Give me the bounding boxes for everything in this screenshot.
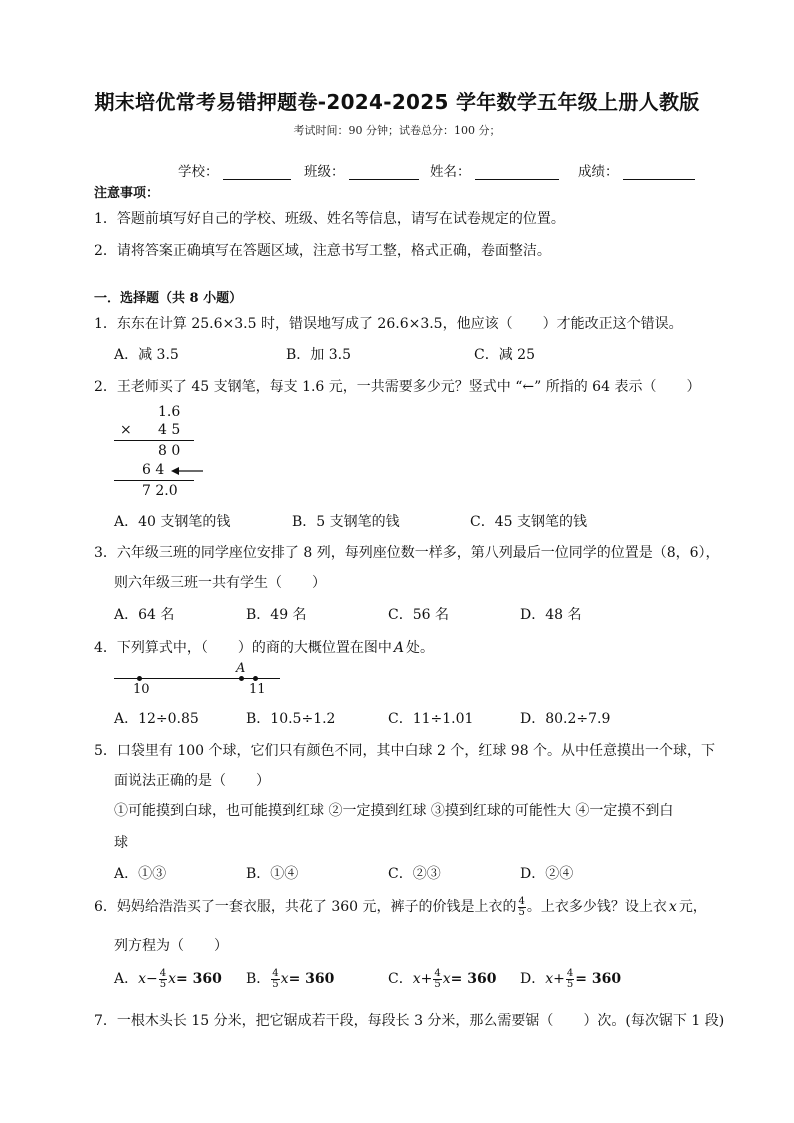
q5-option-d[interactable]: D．②④ bbox=[520, 866, 574, 882]
point-a bbox=[239, 676, 244, 681]
q1-stem: 1．东东在计算 25.6×3.5 时，错误地写成了 26.6×3.5，他应该（ bbox=[94, 316, 513, 332]
q4-stem-var: A bbox=[393, 640, 405, 656]
q1-option-c[interactable]: C．减 25 bbox=[474, 347, 535, 363]
q5-option-b[interactable]: B．①④ bbox=[246, 866, 299, 882]
q4-option-a[interactable]: A．12÷0.85 bbox=[114, 711, 199, 727]
q6-d-rhs: = 360 bbox=[575, 971, 622, 987]
point-a-label: A bbox=[236, 661, 246, 676]
q6-c-x1: x bbox=[412, 971, 421, 987]
q4-option-c[interactable]: C．11÷1.01 bbox=[388, 711, 474, 727]
q6-b-frac-den: 5 bbox=[272, 978, 279, 990]
q2-calc-row-5: 7 2.0 bbox=[142, 483, 178, 499]
q2-calc-row-1: 1.6 bbox=[158, 404, 181, 420]
tick-10-label: 10 bbox=[133, 682, 150, 697]
q2-calc-line-2 bbox=[114, 480, 194, 481]
school-field[interactable] bbox=[178, 160, 291, 180]
q6-stem-line-2: 列方程为（ bbox=[114, 938, 184, 954]
score-blank[interactable] bbox=[623, 165, 695, 180]
q3-stem-line-2: 则六年级三班一共有学生（ bbox=[114, 575, 282, 591]
question-4 bbox=[94, 637, 434, 657]
q3-option-c[interactable]: C．56 名 bbox=[388, 607, 449, 623]
q6-a-x1: x bbox=[138, 971, 147, 987]
q2-calc-line-1 bbox=[114, 440, 194, 441]
question-2 bbox=[94, 376, 700, 396]
q6-stem-line-2-tail: ） bbox=[214, 938, 228, 954]
question-5 bbox=[114, 770, 270, 790]
q3-stem-line-1: 3．六年级三班的同学座位安排了 8 列，每列座位数一样多，第八列最后一位同学的位置是（8，6）， bbox=[94, 545, 720, 561]
q6-c-x2: x bbox=[442, 971, 451, 987]
q7-stem: 7．一根木头长 15 分米，把它锯成若干段，每段长 3 分米，那么需要锯（ bbox=[94, 1013, 554, 1029]
q3-option-a[interactable]: A．64 名 bbox=[114, 607, 175, 623]
q7-stem-tail: ）次。(每次锯下 1 段) bbox=[583, 1013, 725, 1029]
q2-calc-operator: × bbox=[120, 422, 132, 438]
q5-option-a[interactable]: A．①③ bbox=[114, 866, 167, 882]
q6-c-rhs: = 360 bbox=[450, 971, 497, 987]
q2-calc-row-4: 6 4 bbox=[142, 462, 165, 478]
school-label: 学校： bbox=[178, 164, 219, 180]
q3-stem-tail: ） bbox=[312, 575, 326, 591]
q6-c-label: C． bbox=[388, 971, 413, 987]
q4-stem-tail: 处。 bbox=[406, 640, 435, 656]
q2-option-c[interactable]: C．45 支钢笔的钱 bbox=[470, 514, 587, 530]
score-field[interactable] bbox=[578, 160, 695, 180]
class-field[interactable] bbox=[304, 160, 419, 180]
q1-option-a[interactable]: A．减 3.5 bbox=[114, 347, 179, 363]
q5-stem-line-2: 面说法正确的是（ bbox=[114, 773, 226, 789]
q3-option-d[interactable]: D．48 名 bbox=[520, 607, 582, 623]
q6-b-x: x bbox=[280, 971, 289, 987]
q6-b-frac bbox=[271, 969, 279, 990]
q6-d-frac-num: 4 bbox=[566, 967, 574, 979]
section-title: 一．选择题（共 8 小题） bbox=[94, 291, 243, 306]
q6-option-b[interactable] bbox=[246, 968, 334, 990]
name-label: 姓名： bbox=[430, 164, 471, 180]
q6-stem-var: x bbox=[668, 899, 677, 915]
question-1 bbox=[94, 313, 683, 333]
name-field[interactable] bbox=[430, 160, 559, 180]
q4-option-b[interactable]: B．10.5÷1.2 bbox=[246, 711, 336, 727]
q6-b-frac-num: 4 bbox=[272, 967, 279, 979]
q6-c-frac-num: 4 bbox=[434, 967, 441, 979]
q6-stem-tail: 元， bbox=[678, 899, 707, 915]
q6-a-frac-num: 4 bbox=[159, 967, 167, 979]
q6-option-a[interactable] bbox=[114, 968, 222, 990]
tick-11-label: 11 bbox=[249, 682, 266, 697]
q6-d-op: + bbox=[553, 971, 565, 987]
page-title: 期末培优常考易错押题卷-2024-2025 学年数学五年级上册人教版 bbox=[94, 90, 700, 114]
note-item-1: 1．答题前填写好自己的学校、班级、姓名等信息，请写在试卷规定的位置。 bbox=[94, 211, 565, 227]
q5-statements-line-1: ①可能摸到白球，也可能摸到红球 ②一定摸到红球 ③摸到红球的可能性大 ④一定摸不到白 bbox=[114, 803, 674, 819]
q6-a-op: − bbox=[146, 971, 158, 987]
q1-stem-tail: ）才能改正这个错误。 bbox=[542, 316, 683, 332]
q2-stem: 2．王老师买了 45 支钢笔，每支 1.6 元，一共需要多少元？竖式中 “←” 所指的 64 表示（ bbox=[94, 379, 657, 395]
q4-stem-pre: 4．下列算式中，（ bbox=[94, 640, 208, 656]
q6-d-frac bbox=[566, 969, 574, 990]
q2-calc-row-3: 8 0 bbox=[158, 443, 181, 459]
q6-stem-post: 。上衣多少钱？设上衣 bbox=[526, 899, 667, 915]
q2-option-b[interactable]: B．5 支钢笔的钱 bbox=[292, 514, 400, 530]
q6-d-x: x bbox=[545, 971, 554, 987]
q6-a-frac-den: 5 bbox=[159, 978, 167, 990]
q6-a-x2: x bbox=[168, 971, 177, 987]
q6-line-2 bbox=[114, 935, 228, 955]
q5-option-c[interactable]: C．②③ bbox=[388, 866, 441, 882]
school-blank[interactable] bbox=[223, 165, 291, 180]
q6-d-frac-den: 5 bbox=[566, 978, 574, 990]
score-label: 成绩： bbox=[578, 164, 619, 180]
q5-statements-line-2: 球 bbox=[114, 835, 128, 851]
name-blank[interactable] bbox=[475, 165, 559, 180]
q4-option-d[interactable]: D．80.2÷7.9 bbox=[520, 711, 611, 727]
q5-stem-line-1: 5．口袋里有 100 个球，它们只有颜色不同，其中白球 2 个，红球 98 个。从中任意摸出一个球，下 bbox=[94, 743, 716, 759]
notes-heading: 注意事项： bbox=[94, 186, 160, 201]
q6-b-label: B． bbox=[246, 971, 271, 987]
question-3 bbox=[114, 572, 326, 592]
q6-a-frac bbox=[159, 969, 167, 990]
q6-fraction bbox=[518, 897, 526, 918]
q2-option-a[interactable]: A．40 支钢笔的钱 bbox=[114, 514, 231, 530]
q6-a-rhs: = 360 bbox=[176, 971, 222, 987]
question-6 bbox=[94, 896, 707, 918]
q6-frac-num: 4 bbox=[518, 895, 525, 907]
q1-option-b[interactable]: B．加 3.5 bbox=[286, 347, 352, 363]
q6-frac-den: 5 bbox=[518, 906, 525, 918]
q3-option-b[interactable]: B．49 名 bbox=[246, 607, 307, 623]
exam-subtitle: 考试时间：90 分钟；试卷总分：100 分； bbox=[293, 124, 501, 137]
q2-calc-row-2: 4 5 bbox=[158, 422, 181, 438]
point-10 bbox=[137, 676, 142, 681]
note-item-2: 2．请将答案正确填写在答题区域，注意书写工整，格式正确，卷面整洁。 bbox=[94, 243, 551, 259]
point-11 bbox=[253, 676, 258, 681]
q5-stem-tail: ） bbox=[256, 773, 270, 789]
arrow-left-icon bbox=[170, 464, 204, 478]
q6-d-label: D． bbox=[520, 971, 546, 987]
q6-option-c[interactable] bbox=[388, 968, 496, 990]
q6-c-frac-den: 5 bbox=[434, 978, 441, 990]
q6-stem-pre: 6．妈妈给浩浩买了一套衣服，共花了 360 元，裤子的价钱是上衣的 bbox=[94, 899, 517, 915]
q6-a-label: A． bbox=[114, 971, 139, 987]
question-7 bbox=[94, 1010, 724, 1030]
q6-option-d[interactable] bbox=[520, 968, 621, 990]
q4-stem-mid: ）的商的大概位置在图中 bbox=[237, 640, 392, 656]
class-blank[interactable] bbox=[349, 165, 419, 180]
q6-b-rhs: = 360 bbox=[288, 971, 335, 987]
class-label: 班级： bbox=[304, 164, 345, 180]
q6-c-frac bbox=[433, 969, 441, 990]
q6-c-op: + bbox=[420, 971, 433, 987]
q2-stem-tail: ） bbox=[686, 379, 701, 395]
